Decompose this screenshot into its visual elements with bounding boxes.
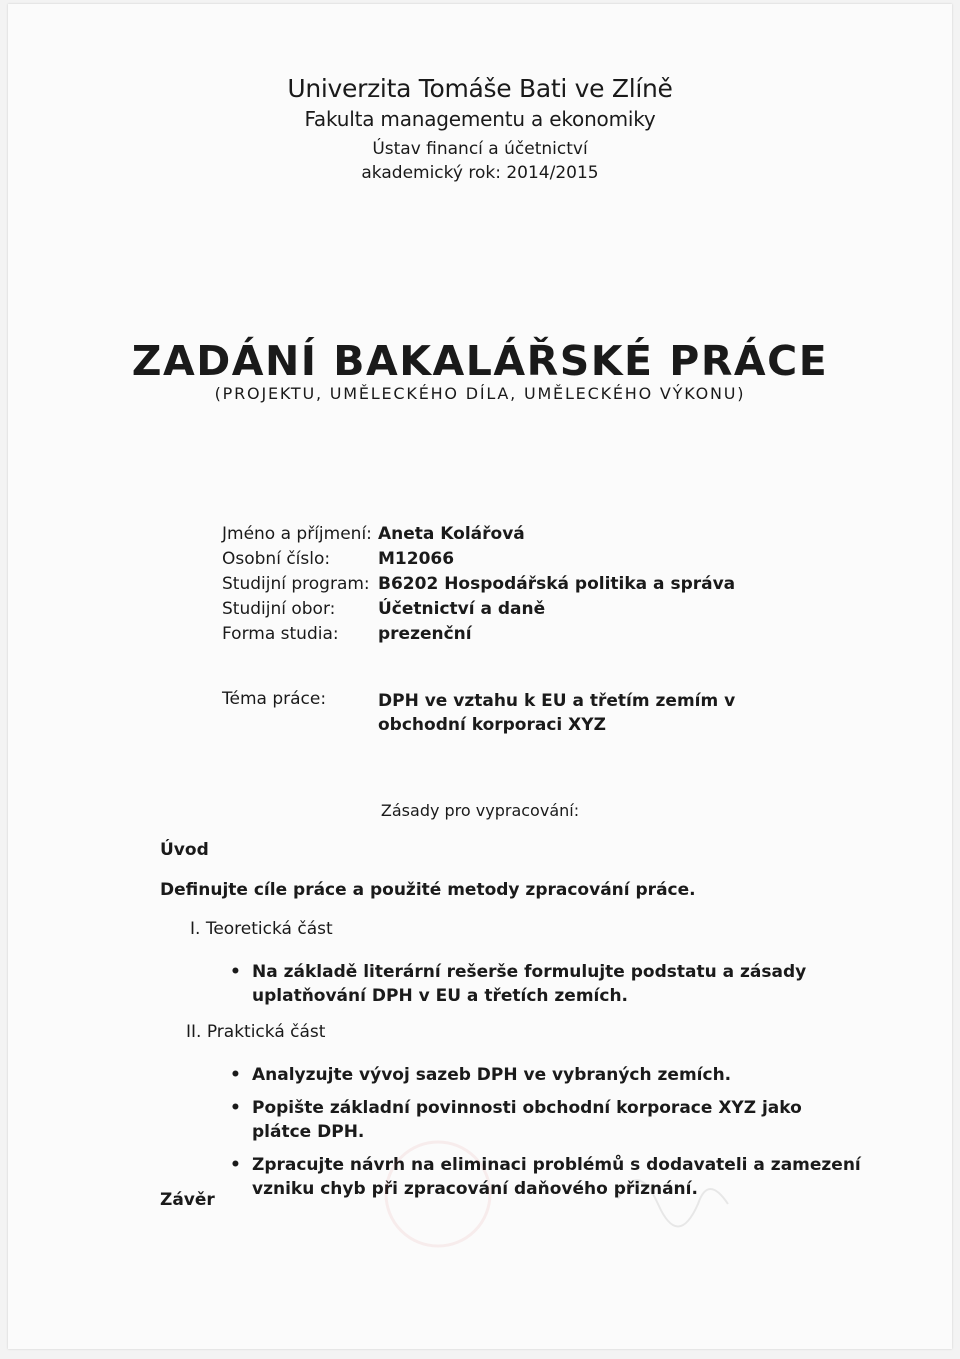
info-row-id <box>222 547 735 572</box>
program-value: B6202 Hospodářská politika a správa <box>378 574 736 594</box>
list-item: • Na základě literární rešerše formulujte podstatu a zásady uplatňování DPH v EU a třetích zemích. <box>226 960 866 1008</box>
info-row-field <box>222 597 735 622</box>
show-through-marks <box>368 1134 808 1264</box>
document-header <box>8 74 952 183</box>
topic-value: DPH ve vztahu k EU a třetím zemím v obchodní korporaci XYZ <box>378 691 736 735</box>
list-item: • Popište základní povinnosti obchodní korporace XYZ jako plátce DPH. <box>226 1096 866 1144</box>
part2-heading: II. Praktická část <box>186 1022 326 1042</box>
student-info <box>222 522 735 647</box>
form-value: prezenční <box>378 624 472 644</box>
info-row-program <box>222 572 735 597</box>
list-item: • Zpracujte návrh na eliminaci problémů s dodavateli a zamezení vzniku chyb při zpracování daňového přiznání. <box>226 1153 866 1201</box>
id-label: Osobní číslo: <box>222 549 331 569</box>
id-value: M12066 <box>378 549 455 569</box>
intro-heading: Úvod <box>160 840 209 860</box>
name-label: Jméno a příjmení: <box>222 524 372 544</box>
info-row-name <box>222 522 735 547</box>
document-page <box>8 4 952 1349</box>
list-item: • Analyzujte vývoj sazeb DPH ve vybraných zemích. <box>226 1063 866 1087</box>
stamp-mark <box>386 1142 490 1246</box>
form-label: Forma studia: <box>222 624 339 644</box>
program-label: Studijní program: <box>222 574 370 594</box>
academic-year: akademický rok: 2014/2015 <box>361 163 599 183</box>
name-value: Aneta Kolářová <box>378 524 525 544</box>
conclusion-heading: Závěr <box>160 1190 215 1210</box>
faculty-name: Fakulta managementu a ekonomiky <box>304 107 656 131</box>
field-label: Studijní obor: <box>222 599 336 619</box>
document-title: ZADÁNÍ BAKALÁŘSKÉ PRÁCE <box>131 337 829 385</box>
info-row-form <box>222 622 735 647</box>
field-value: Účetnictví a daně <box>378 599 546 619</box>
university-name: Univerzita Tomáše Bati ve Zlíně <box>287 74 673 103</box>
thesis-topic <box>222 689 798 737</box>
intro-text: Definujte cíle práce a použité metody zpracování práce. <box>160 880 696 900</box>
part1-heading: I. Teoretická část <box>190 919 333 939</box>
part1-list <box>226 960 866 1008</box>
document-subtitle: (PROJEKTU, UMĚLECKÉHO DÍLA, UMĚLECKÉHO VÝKONU) <box>214 384 746 403</box>
principles-heading: Zásady pro vypracování: <box>380 801 580 820</box>
department-name: Ústav financí a účetnictví <box>372 139 588 159</box>
topic-label: Téma práce: <box>222 689 327 709</box>
signature-mark <box>618 1180 728 1226</box>
